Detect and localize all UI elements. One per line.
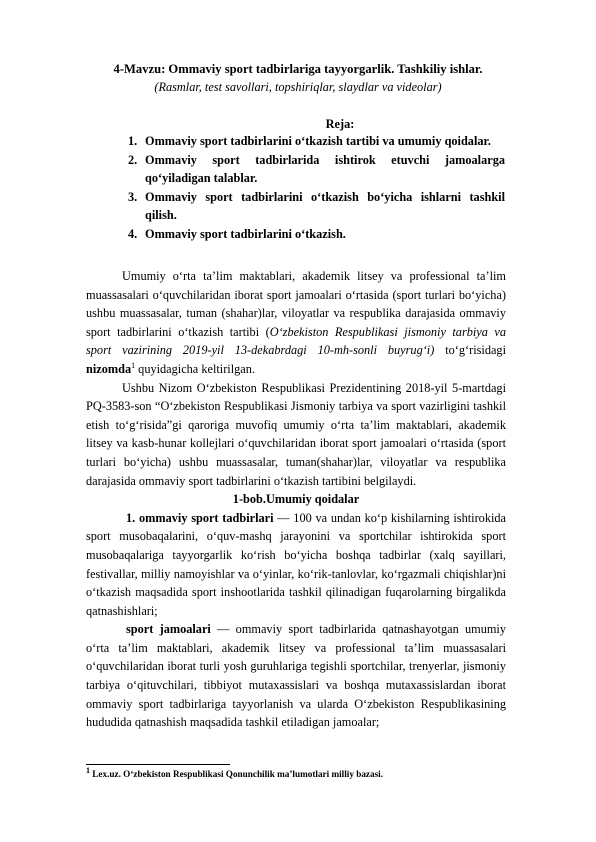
footnote-number: 1 [86,765,90,775]
paragraph-text: Umumiy o‘rta ta’lim maktablari, akademik litsey va professional ta’lim muassasalari o‘quvchilaridan iborat sport jamoalari o‘rtasida (sport turlari bo‘yicha) ushbu muassasalar, tuman (shahar)lar, viloyatlar va respublika darajasida ommaviy sport tadbirlarini o‘tkazish tartibi ( [86,269,506,339]
definition-paragraph [86,620,506,732]
plan-item-continuation [128,169,505,188]
document-body [86,267,506,732]
definition-text: — 100 va undan ko‘p kishilarning ishtirokida sport musobaqalarini, o‘quv-mashq jarayonini va sportchilar ishtirokida sport musobaqalariga tayyorgarlik ko‘rish bo‘yicha boshqa tadbirlar (xalq sayillari, festivallar, milliy namoyishlar va o‘yinlar, ko‘rik-tanlovlar, ko‘rgazmali chiqishlar)ni o‘tkazish maqsadida sport inshootlarida tashkil qilinadigan fuqarolarning birgalikda qatnashishlari; [86,510,506,618]
plan-item-number: 2. [128,152,138,167]
regulation-paragraph: Ushbu Nizom O‘zbekiston Respublikasi Prezidentining 2018-yil 5-martdagi PQ-3583-son “O‘zbekiston Respublikasi Jismoniy tarbiya va sport vazirligini tashkil etish to‘g‘risida”gi qaroriga muvofiq umumiy o‘rta ta’lim maktablari, akademik litsey va kasb-hunar kollejlari o‘quvchilaridan iborat sport jamoalari o‘rtasida (sport turlari bo‘yicha) ushbu muassasalar, tuman(shahar)lar, viloyatlar va respublika darajasida ommaviy sport tadbirlarini o‘tkazish tartibini belgilaydi. [86,380,506,488]
plan-item-number: 1. [128,134,138,148]
plan-item [128,225,505,244]
footnote [86,765,516,780]
footnote-text: Lex.uz. O‘zbekiston Respublikasi Qonunchilik ma’lumotlari milliy bazasi. [90,769,384,779]
document-subtitle: (Rasmlar, test savollari, topshiriqlar, slaydlar va videolar) [154,80,442,94]
paragraph-text: to‘g‘risidagi [434,343,506,358]
plan-item-text: qilish. [145,208,177,223]
plan-item-number: 3. [128,189,138,204]
plan-item-text: Ommaviy sport tadbirlarini o‘tkazish tartibi va umumiy qoidalar. [145,134,491,148]
plan-item-continuation [128,206,505,225]
plan-item-text: qo‘yiladigan talablar. [145,171,258,186]
plan-heading: Reja: [325,117,355,131]
footnote-marker[interactable]: 1 [131,360,136,370]
plan-item [128,188,505,207]
paragraph-text: quyidagicha keltirilgan. [135,361,255,376]
plan-item-text: Ommaviy sport tadbirlarida ishtirok etuvchi jamoalarga [145,152,505,167]
regulation-term: nizomda [86,361,132,376]
definition-term: 1. ommaviy sport tadbirlari [126,510,274,525]
definition-text: — ommaviy sport tadbirlarida qatnashayotgan umumiy o‘rta ta’lim maktablari, akademik litsey va professional ta’lim muassasalari o‘quvchilaridan iborat turli yosh guruhlariga tegishli sportchilar, trenyerlar, jismoniy tarbiya o‘qituvchilari, tibbiyot mutaxassislari va boshqa mutaxassislardan iborat ommaviy sport tadbirlariga tayyorlanish va ularda O‘zbekiston Respublikasining hududida qatnashish maqsadida tashkil etiladigan jamoalar; [86,622,506,730]
intro-paragraph [86,267,506,379]
plan-item-text: Ommaviy sport tadbirlarini o‘tkazish. [145,226,346,241]
definition-term: sport jamoalari [126,622,211,637]
plan-item [128,132,505,151]
definition-paragraph [86,509,506,621]
plan-item-number: 4. [128,226,138,241]
decree-citation: O‘zbekiston Respublikasi jismoniy tarbiya va sport vazirining 2019-yil 13-dekabrdagi 10-mh-sonli buyrug‘i) [86,324,506,358]
plan-item [128,151,505,170]
footnote-divider [86,764,230,765]
plan-list [128,132,505,244]
chapter-heading: 1-bob.Umumiy qoidalar [232,492,360,507]
plan-item-text: Ommaviy sport tadbirlarini o‘tkazish bo‘yicha ishlarni tashkil [145,189,505,204]
document-title: 4-Mavzu: Ommaviy sport tadbirlariga tayyorgarlik. Tashkiliy ishlar. [113,62,483,76]
